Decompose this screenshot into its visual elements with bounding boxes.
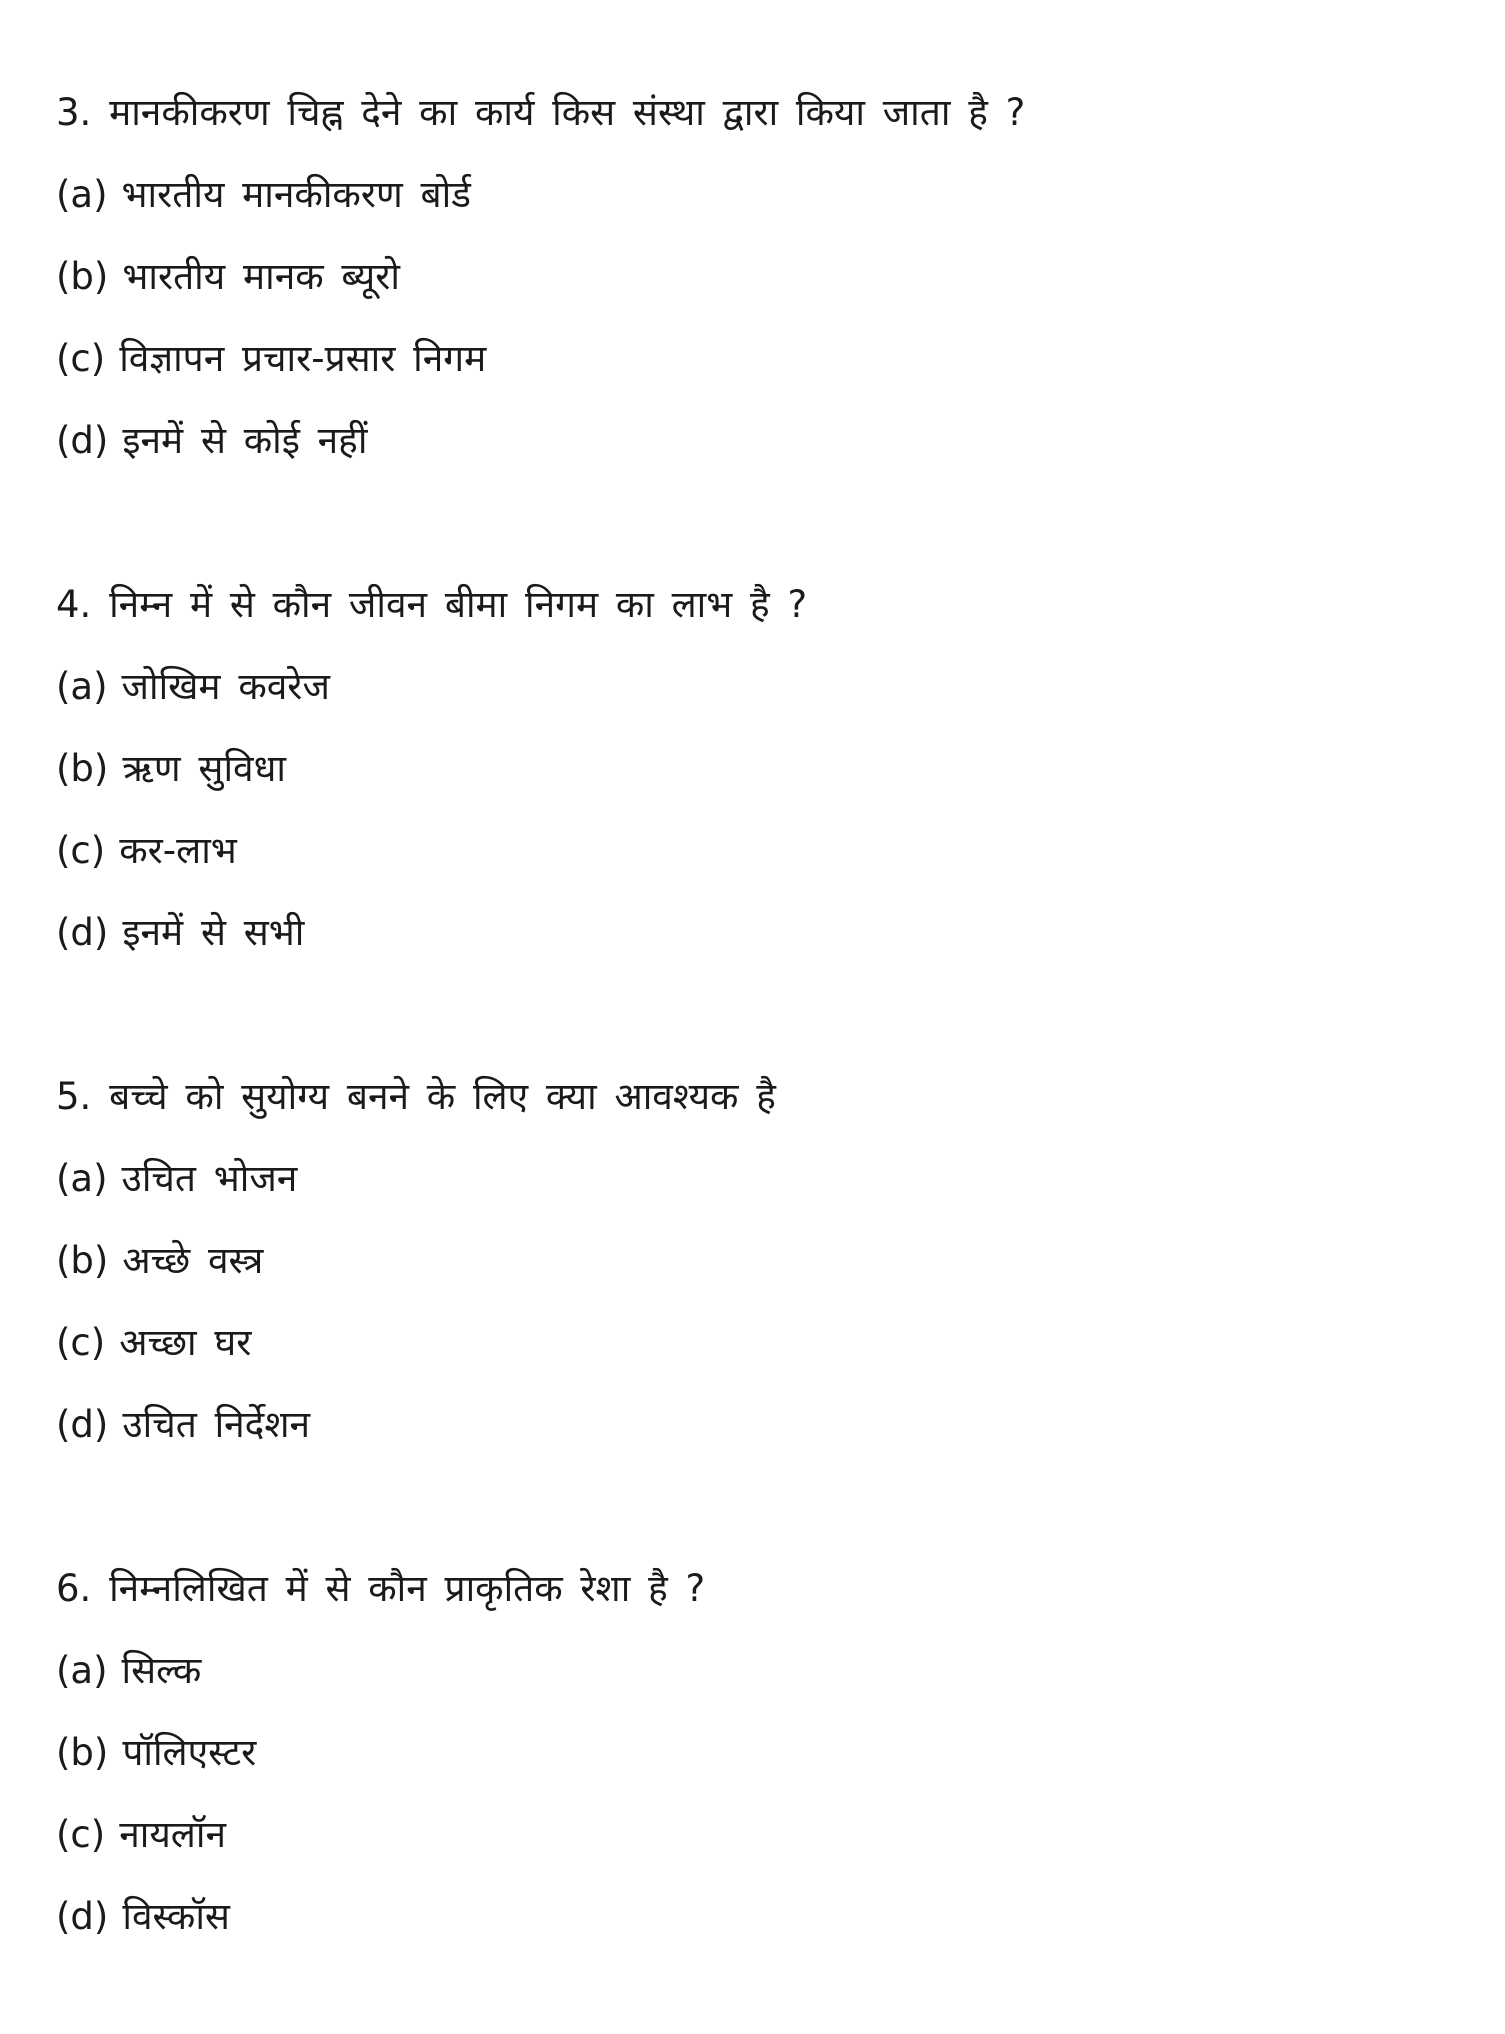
option-text: सिल्क [121, 1649, 202, 1692]
option-letter: (c) [56, 337, 106, 380]
option-b [56, 1220, 1456, 1302]
option-letter: (d) [56, 419, 109, 462]
question-4 [56, 564, 1456, 974]
option-text: इनमें से सभी [122, 911, 305, 954]
question-text [56, 1548, 1456, 1630]
option-a [56, 1630, 1456, 1712]
option-b [56, 1712, 1456, 1794]
question-number: 4. [56, 583, 92, 626]
option-letter: (c) [56, 829, 106, 872]
option-c [56, 1302, 1456, 1384]
option-text: इनमें से कोई नहीं [122, 419, 368, 462]
option-letter: (d) [56, 911, 109, 954]
option-b [56, 236, 1456, 318]
question-number: 6. [56, 1567, 92, 1610]
option-letter: (b) [56, 747, 109, 790]
question-number: 5. [56, 1075, 92, 1118]
option-text: उचित भोजन [121, 1157, 298, 1200]
option-d [56, 1384, 1456, 1466]
option-c [56, 810, 1456, 892]
option-letter: (c) [56, 1321, 106, 1364]
question-page [56, 72, 1456, 1958]
option-a [56, 154, 1456, 236]
option-a [56, 646, 1456, 728]
option-letter: (d) [56, 1403, 109, 1446]
option-letter: (b) [56, 1731, 109, 1774]
option-text: पॉलिएस्टर [122, 1731, 257, 1774]
option-letter: (a) [56, 1649, 108, 1692]
option-text: अच्छे वस्त्र [122, 1239, 264, 1282]
option-text: उचित निर्देशन [122, 1403, 311, 1446]
question-number: 3. [56, 91, 92, 134]
question-body: मानकीकरण चिह्न देने का कार्य किस संस्था द्वारा किया जाता है ? [109, 91, 1026, 134]
question-body: निम्न में से कौन जीवन बीमा निगम का लाभ है ? [109, 583, 808, 626]
question-6 [56, 1548, 1456, 1958]
question-body: निम्नलिखित में से कौन प्राकृतिक रेशा है ? [109, 1567, 706, 1610]
question-text [56, 564, 1456, 646]
option-text: कर-लाभ [119, 829, 237, 872]
question-text [56, 1056, 1456, 1138]
option-text: भारतीय मानकीकरण बोर्ड [121, 173, 471, 216]
option-d [56, 1876, 1456, 1958]
option-text: विज्ञापन प्रचार-प्रसार निगम [119, 337, 487, 380]
option-c [56, 318, 1456, 400]
question-text [56, 72, 1456, 154]
option-letter: (a) [56, 1157, 108, 1200]
option-text: विस्कॉस [122, 1895, 230, 1938]
option-letter: (c) [56, 1813, 106, 1856]
option-letter: (a) [56, 173, 108, 216]
option-letter: (d) [56, 1895, 109, 1938]
option-d [56, 400, 1456, 482]
question-5 [56, 1056, 1456, 1466]
question-3 [56, 72, 1456, 482]
option-letter: (b) [56, 255, 109, 298]
option-text: जोखिम कवरेज [121, 665, 330, 708]
option-text: नायलॉन [119, 1813, 227, 1856]
option-text: भारतीय मानक ब्यूरो [122, 255, 400, 298]
option-letter: (a) [56, 665, 108, 708]
option-b [56, 728, 1456, 810]
option-a [56, 1138, 1456, 1220]
option-text: अच्छा घर [119, 1321, 252, 1364]
option-d [56, 892, 1456, 974]
option-letter: (b) [56, 1239, 109, 1282]
option-text: ऋण सुविधा [122, 747, 286, 790]
question-body: बच्चे को सुयोग्य बनने के लिए क्या आवश्यक है [109, 1075, 776, 1118]
option-c [56, 1794, 1456, 1876]
